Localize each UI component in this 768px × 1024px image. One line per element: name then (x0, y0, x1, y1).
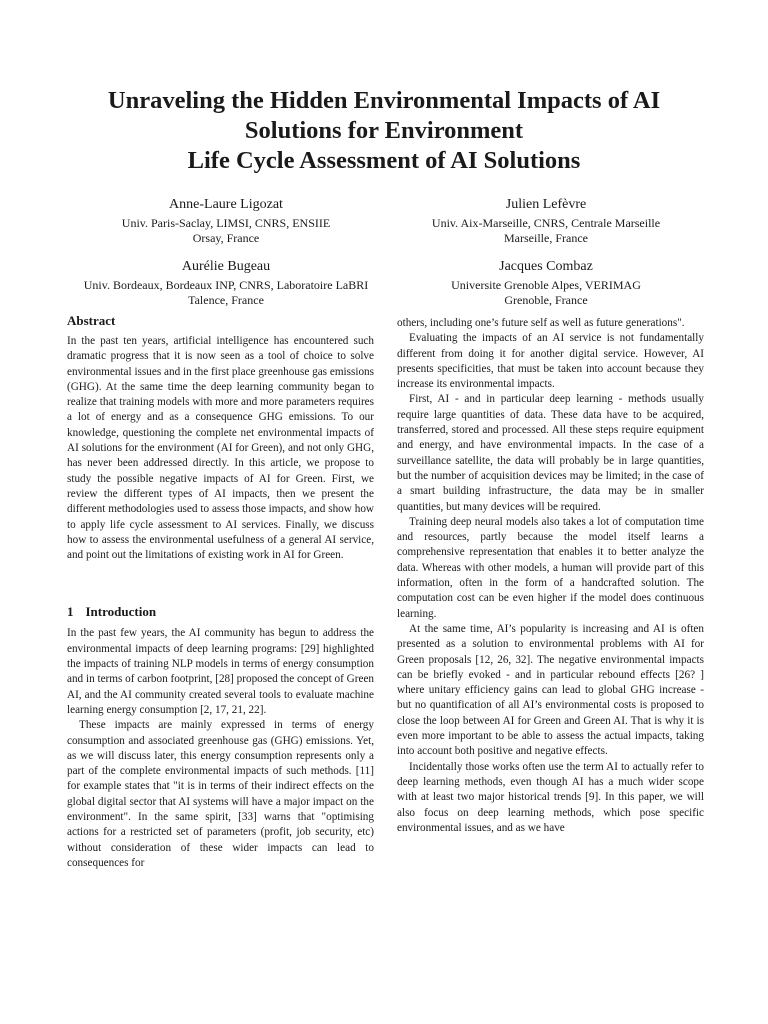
title-line-1: Unraveling the Hidden Environmental Impacts of AI (107, 87, 661, 114)
intro-paragraph: These impacts are mainly expressed in terms of energy consumption and associated greenhouse gas (GHG) emissions. Yet, as we will discuss later, this energy consumption represents only a part of the complete environmental impacts of such methods. [11] for example states that "it is in terms of their indirect effects on the global digital sector that AI systems will have a major impact on the environment". In the same spirit, [33] warns that "optimising actions for a restricted set of parameters (profit, job security, etc) without consideration of these wider impacts can lead to consequences for (67, 719, 374, 869)
author-affiliation: Univ. Bordeaux, Bordeaux INP, CNRS, Laboratoire LaBRI (83, 278, 369, 292)
author-location: Grenoble, France (504, 293, 588, 307)
author-block-combaz (380, 258, 712, 308)
body-paragraph: others, including one’s future self as well as future generations". (397, 317, 685, 329)
introduction-heading (67, 603, 374, 620)
author-name: Jacques Combaz (499, 259, 593, 274)
section-title: Introduction (85, 604, 157, 620)
abstract-heading: Abstract (67, 313, 116, 328)
title-line-2: Solutions for Environment (244, 117, 524, 144)
title-line-3: Life Cycle Assessment of AI Solutions (187, 147, 581, 174)
author-name: Anne-Laure Ligozat (169, 197, 283, 212)
body-paragraph: Incidentally those works often use the term AI to actually refer to deep learning methods, even though AI has a much wider scope with at least two major historical trends [9]. In this paper, we will also focus on deep learning methods, which pose specific environmental issues, and as we have (397, 760, 704, 834)
author-location: Marseille, France (504, 231, 588, 245)
author-name: Julien Lefèvre (505, 197, 587, 212)
author-block-ligozat (60, 196, 392, 246)
author-block-bugeau (60, 258, 392, 308)
intro-paragraph: In the past few years, the AI community has begun to address the environmental impacts of deep learning programs: [29] highlighted the impacts of training NLP models in terms of energy consumption and in terms of carbon footprint, [28] proposed the concept of Green AI, and the AI community created several tools to evaluate machine learning energy consumption [2, 17, 21, 22]. (67, 627, 374, 716)
abstract-text: In the past ten years, artificial intelligence has encountered such dramatic progress that it is now seen as a tool of choice to solve environmental issues and in the first place greenhouse gas emissions (GHG). At the same time the deep learning community began to realize that training models with more and more parameters requires a lot of energy and as a consequence GHG emissions. To our knowledge, questioning the complete net environmental impacts of AI solutions for the environment (AI for Green), and not only GHG, has never been addressed directly. In this article, we propose to study the possible negative impacts of AI for Green. First, we review the different types of AI impacts, then we present the different methodologies used to assess those impacts, and show how to apply life cycle assessment to AI services. Finally, we discuss how to assess the environmental usefulness of a general AI service, and point out the limitations of existing work in AI for Green. (67, 335, 374, 562)
section-number: 1 (67, 604, 74, 620)
paper-title (40, 86, 728, 176)
right-column (397, 316, 704, 836)
author-affiliation: Univ. Paris-Saclay, LIMSI, CNRS, ENSIIE (121, 216, 331, 230)
author-affiliation: Univ. Aix-Marseille, CNRS, Centrale Marseille (431, 216, 661, 230)
body-paragraph: First, AI - and in particular deep learning - methods usually require large quantities of data. These data have to be acquired, transferred, stored and processed. All these steps require equipment and energy, and have environmental impacts. In the case of a surveillance satellite, the data will probably be in large quantities, but the number of acquisition devices may be limited; in the case of a smart building infrastructure, the data may be in smaller quantities, but many devices will be required. (397, 393, 704, 513)
body-paragraph: At the same time, AI’s popularity is increasing and AI is often presented as a solution to environmental problems with AI for Green proposals [12, 26, 32]. The negative environmental impacts can be briefly evoked - and in particular rebound effects [26? ] where unitary efficiency gains can lead to global GHG increase - but no quantification of all AI’s environmental costs is proposed to close the loop between AI for Green and Green AI. That is why it is even more important to be able to assess the actual impacts, taking into account both positive and negative effects. (397, 622, 704, 758)
author-location: Talence, France (188, 293, 264, 307)
author-location: Orsay, France (192, 231, 260, 245)
body-paragraph: Training deep neural models also takes a lot of computation time and resources, partly because the model itself learns a comprehensive representation that enables it to better analyze the data. Whereas with other models, a human will provide part of this information, often in the form of a handcrafted solution. The computation cost can be even higher if the model does continuous learning. (397, 515, 704, 620)
author-block-lefevre (380, 196, 712, 246)
author-affiliation: Universite Grenoble Alpes, VERIMAG (451, 278, 641, 292)
author-name: Aurélie Bugeau (181, 259, 271, 274)
body-paragraph: Evaluating the impacts of an AI service is not fundamentally different from doing it for another digital service. However, AI presents specificities, that must be taken into account because they increase its environmental impacts. (397, 332, 704, 391)
left-column (67, 312, 374, 871)
